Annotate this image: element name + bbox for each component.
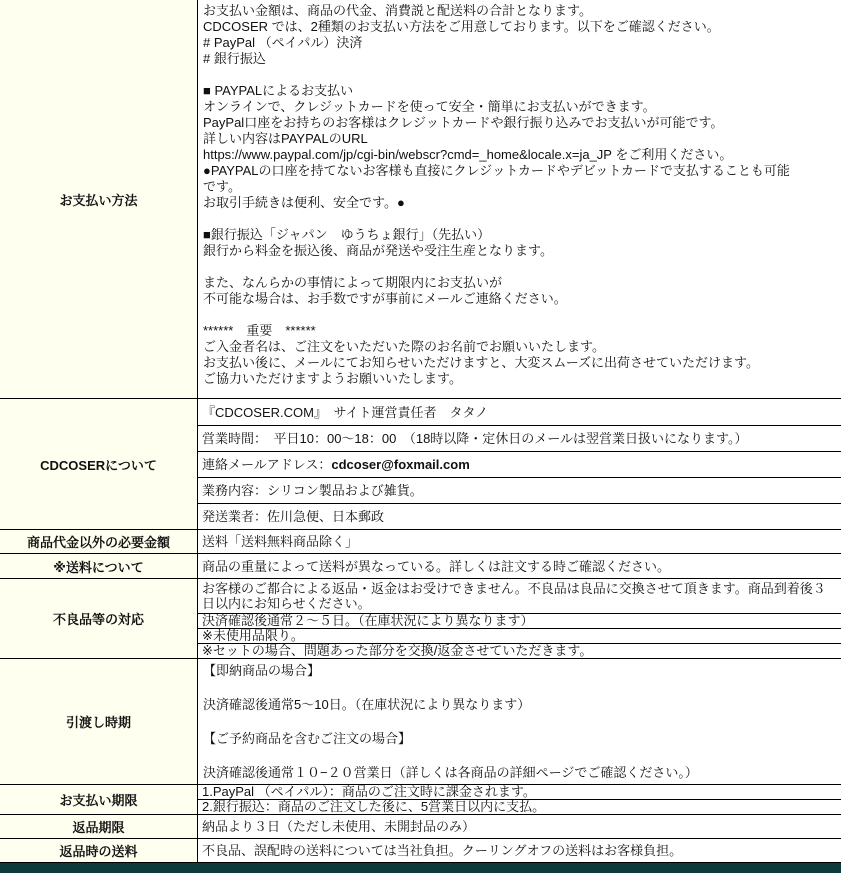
text-line: 詳しい内容はPAYPALのURL [203,131,368,146]
text-line [203,713,836,730]
contact-email-label: 連絡メールアドレス： [202,457,332,472]
text-line: ****** 重要 ****** [203,323,316,338]
row-content [198,815,841,838]
text-line: CDCOSER では、2種類のお支払い方法をご用意しております。以下をご確認ください。 [203,19,720,34]
business-description-text: 業務内容：シリコン製品および雑貨。 [202,483,423,498]
row-label: 商品代金以外の必要金額 [0,530,198,553]
row-content [198,399,841,529]
row-label: CDCOSERについて [0,399,198,529]
contact-email-row [198,451,841,477]
site-operator-row [198,399,841,425]
text-line [203,747,836,764]
row-label: 不良品等の対応 [0,579,198,658]
row-return-shipping [0,838,841,862]
row-about-cdcoser [0,398,841,529]
row-label: 返品期限 [0,815,198,838]
text-line: お取引手続きは便利、安全です。● [203,195,405,210]
text-line: です。 [203,179,241,194]
contact-email: cdcoser@foxmail.com [331,457,470,472]
defective-unused-only-row: ※未使用品限り。 [198,628,841,643]
return-deadline-text: 納品より３日（ただし未使用、未開封品のみ） [202,819,476,834]
text-line: お支払い後に、メールにてお知らせいただけますと、大変スムーズに出荷させていただけます。 [203,355,760,370]
row-content [198,659,841,784]
bank-transfer-deadline-row: 2.銀行振込：商品のご注文した後に、5営業日以内に支払。 [198,799,841,814]
text-line: 【即納商品の場合】 [203,663,321,678]
business-hours-row [198,425,841,451]
text-line: 不可能な場合は、お手数ですが事前にメールご連絡ください。 [203,291,567,306]
text-line: ご入金者名は、ご注文をいただいた際のお名前でお願いいたします。 [203,339,605,354]
shipping-note-text: 商品の重量によって送料が異なっている。詳しくは註文する時ご確認ください。 [202,558,671,574]
text-line: また、なんらかの事情によって期限内にお支払いが [203,275,503,290]
row-content [198,554,841,578]
text-line [203,307,836,323]
extra-charges-text: 送料「送料無料商品除く」 [202,534,359,549]
row-label: お支払い期限 [0,785,198,814]
row-content [198,579,841,658]
site-operator-text: 『CDCOSER.COM』 サイト運営責任者 タタノ [202,404,489,420]
text-line: お支払い金額は、商品の代金、消費説と配送料の合計となります。 [203,3,592,18]
text-line: # PayPal （ペイパル）決済 [203,35,363,50]
defective-policy-row: お客様のご都合による返品・返金はお受けできません。不良品は良品に交換させて頂きます。商品到着後３日以内にお知らせください。 [202,581,826,611]
row-payment-deadline [0,784,841,814]
text-line [203,259,836,275]
row-label: お支払い方法 [0,0,198,398]
text-line: PayPal口座をお持ちのお客様はクレジットカードや銀行振り込みでお支払いが可能です。 [203,115,724,130]
row-content [198,0,841,398]
business-hours-text: 営業時間： 平日10：00〜18：00 （18時以降・定休日のメールは翌営業日扱いになります。） [202,431,748,446]
defective-exchange-time-row: 決済確認後通常２〜５日。（在庫状況により異なります） [198,613,841,628]
row-content [198,839,841,862]
row-label: 引渡し時期 [0,659,198,784]
text-line: ■銀行振込「ジャパン ゆうちょ銀行」（先払い） [203,227,491,242]
paypal-deadline-row: 1.PayPal （ペイパル）：商品のご注文時に課金されます。 [202,784,536,799]
text-line: # 銀行振込 [203,51,266,66]
text-line: ご協力いただけますようお願いいたします。 [203,371,462,386]
defective-set-policy-row: ※セットの場合、問題あった部分を交換/返金させていただきます。 [198,643,841,658]
return-shipping-text: 不良品、誤配時の送料については当社負担。クーリングオフの送料はお客様負担。 [202,843,683,858]
row-defective-items [0,578,841,658]
text-line: オンラインで、クレジットカードを使って安全・簡単にお支払いができます。 [203,99,656,114]
text-line: 【ご予約商品を含むご注文の場合】 [203,731,412,746]
row-label: 返品時の送料 [0,839,198,862]
row-extra-charges [0,529,841,553]
text-line: 決済確認後通常5〜10日。（在庫状況により異なります） [203,697,531,712]
shipping-carrier-row [198,503,841,529]
text-line: ●PAYPALの口座を持てないお客様も直接にクレジットカードやデビットカードで支払することも可能 [203,163,790,178]
text-line: ■ PAYPALによるお支払い [203,83,354,98]
row-payment-method [0,0,841,398]
row-content [198,785,841,814]
text-line [203,679,836,696]
text-line [203,67,836,83]
row-return-deadline [0,814,841,838]
paypal-url-line: https://www.paypal.com/jp/cgi-bin/webscr?cmd=_home&locale.x=ja_JP をご利用ください。 [203,147,733,162]
shipping-carrier-text: 発送業者：佐川急便、日本郵政 [202,509,385,524]
row-label: ※送料について [0,554,198,578]
row-content [198,530,841,553]
row-shipping-note [0,553,841,578]
row-delivery-time [0,658,841,784]
text-line [203,211,836,227]
text-line: 決済確認後通常１０−２０営業日（詳しくは各商品の詳細ページでご確認ください。） [203,765,698,780]
business-description-row [198,477,841,503]
text-line: 銀行から料金を振込後、商品が発送や受注生産となります。 [203,243,553,258]
